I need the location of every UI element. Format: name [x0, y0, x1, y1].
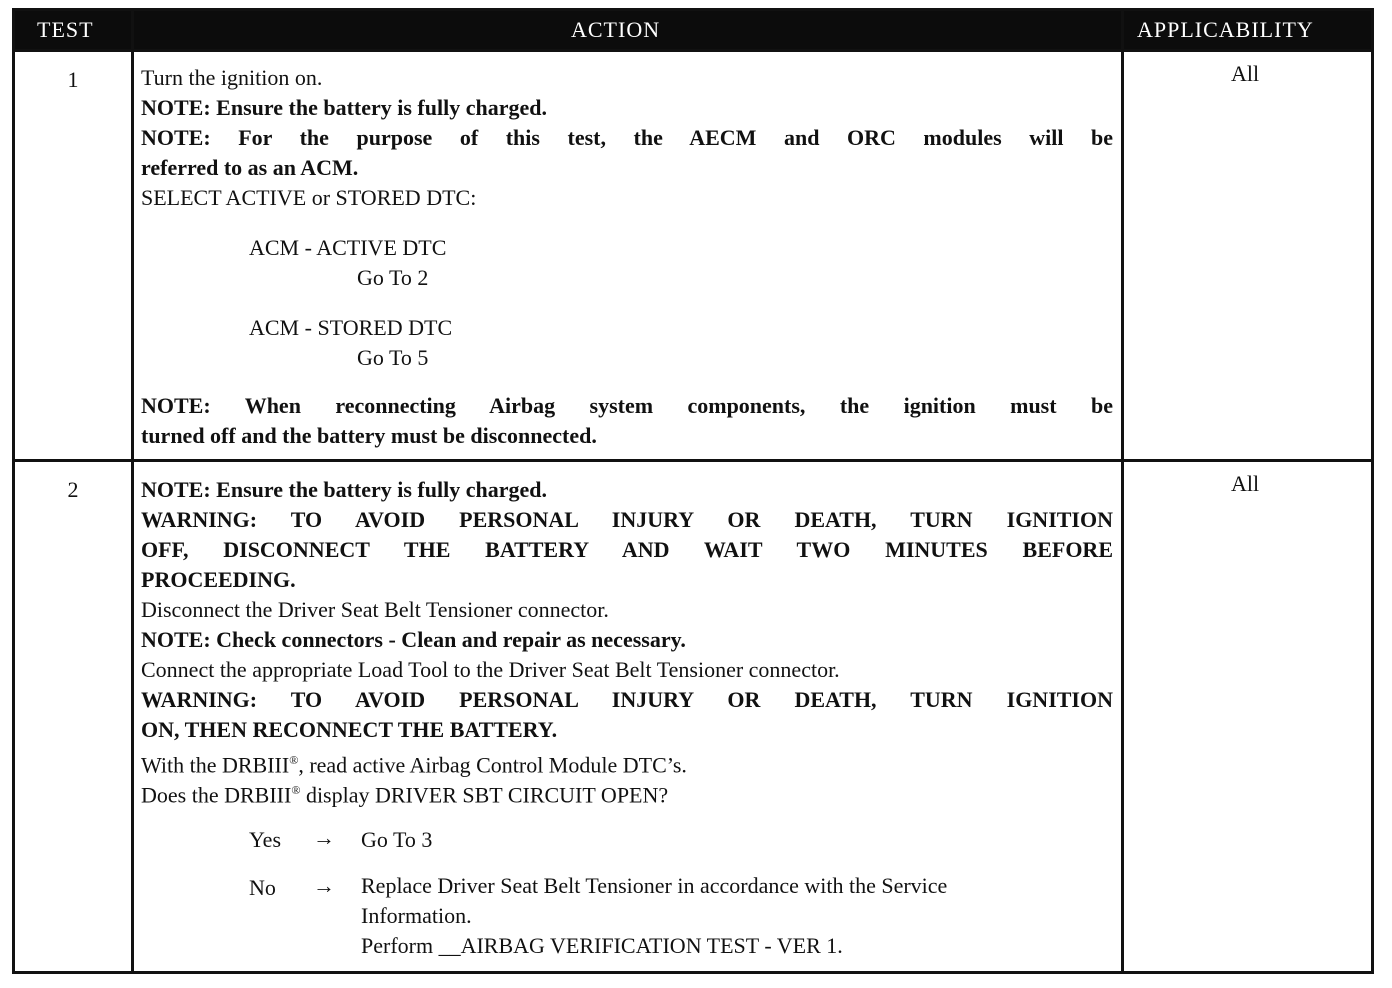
arrow-right-icon: → — [313, 873, 335, 898]
registered-mark: ® — [289, 753, 299, 767]
applicability-value: All — [1230, 61, 1260, 86]
test-number: 2 — [67, 477, 79, 502]
note-line: NOTE: When reconnecting Airbag system components, the ignition must be — [141, 393, 1113, 418]
note-line: NOTE: Ensure the battery is fully charged. — [141, 477, 547, 502]
table-header — [15, 11, 1371, 49]
test-number: 1 — [67, 67, 79, 92]
verification-test-link[interactable]: Perform __AIRBAG VERIFICATION TEST - VER 1. — [361, 933, 843, 958]
applicability-value: All — [1230, 471, 1260, 496]
header-action: ACTION — [571, 17, 661, 42]
goto-link[interactable]: Go To 5 — [357, 345, 429, 370]
row-divider — [15, 459, 1371, 462]
question-line: Does the DRBIII® display DRIVER SBT CIRCUIT OPEN? — [141, 782, 669, 808]
note-line: turned off and the battery must be disconnected. — [141, 423, 597, 448]
answer-yes: Yes — [249, 827, 282, 852]
header-test: TEST — [37, 17, 94, 42]
note-line: NOTE: For the purpose of this test, the AECM and ORC modules will be — [141, 125, 1113, 150]
warning-line: PROCEEDING. — [141, 567, 296, 592]
note-line: referred to as an ACM. — [141, 155, 359, 180]
option-label: ACM - ACTIVE DTC — [249, 235, 447, 260]
warning-line: ON, THEN RECONNECT THE BATTERY. — [141, 717, 558, 742]
warning-line: WARNING: TO AVOID PERSONAL INJURY OR DEATH, TURN IGNITION — [141, 687, 1113, 712]
note-line: NOTE: Check connectors - Clean and repair as necessary. — [141, 627, 686, 652]
diagnostic-table — [12, 8, 1374, 974]
answer-action: Information. — [361, 903, 472, 928]
warning-line: OFF, DISCONNECT THE BATTERY AND WAIT TWO MINUTES BEFORE — [141, 537, 1113, 562]
row-divider — [15, 49, 1371, 52]
action-line: SELECT ACTIVE or STORED DTC: — [141, 185, 477, 210]
warning-line: WARNING: TO AVOID PERSONAL INJURY OR DEATH, TURN IGNITION — [141, 507, 1113, 532]
action-line: Disconnect the Driver Seat Belt Tensioner connector. — [141, 597, 609, 622]
column-divider — [1121, 11, 1124, 971]
option-label: ACM - STORED DTC — [249, 315, 453, 340]
answer-action: Replace Driver Seat Belt Tensioner in accordance with the Service — [361, 873, 948, 898]
column-divider — [131, 11, 134, 971]
header-applicability: APPLICABILITY — [1137, 17, 1314, 42]
note-line: NOTE: Ensure the battery is fully charged. — [141, 95, 547, 120]
goto-link[interactable]: Go To 2 — [357, 265, 429, 290]
action-line: With the DRBIII®, read active Airbag Control Module DTC’s. — [141, 752, 687, 778]
action-line: Turn the ignition on. — [141, 65, 323, 90]
registered-mark: ® — [291, 783, 301, 797]
goto-link[interactable]: Go To 3 — [361, 827, 433, 852]
answer-no: No — [249, 875, 276, 900]
action-line: Connect the appropriate Load Tool to the Driver Seat Belt Tensioner connector. — [141, 657, 840, 682]
arrow-right-icon: → — [313, 825, 335, 850]
